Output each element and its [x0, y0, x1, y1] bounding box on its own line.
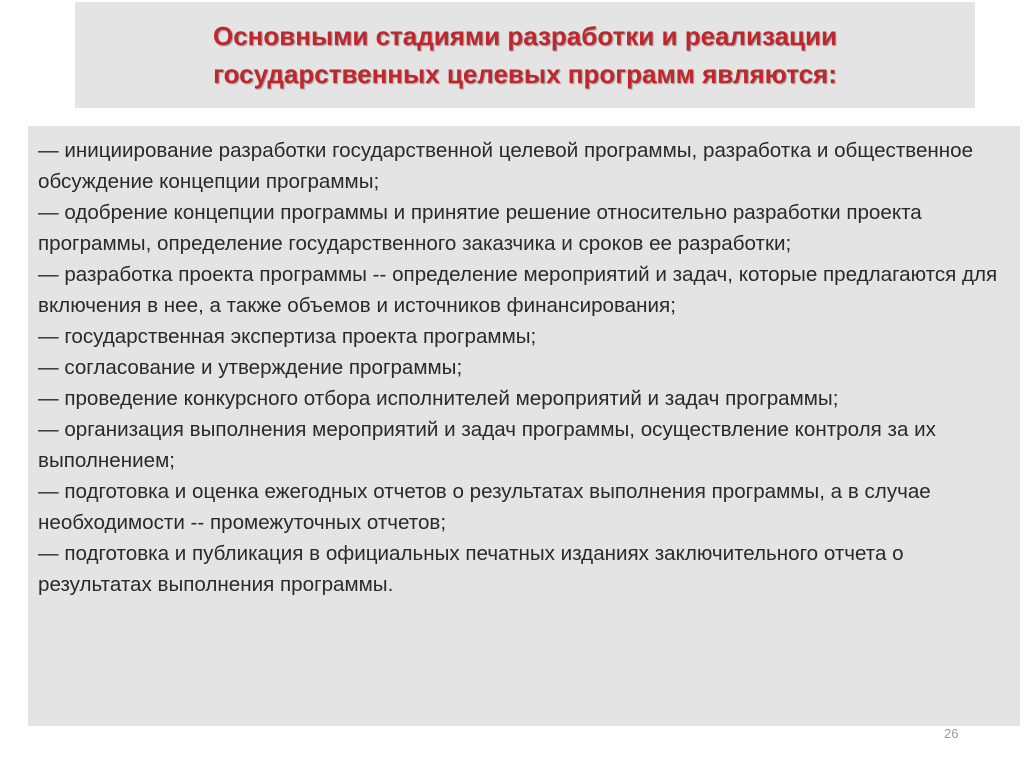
stage-item-contest: — проведение конкурсного отбора исполнителей мероприятий и задач программы; [38, 387, 839, 410]
stage-item-concept-approval: — одобрение концепции программы и принятие решение относительно разработки проекта программы, определение государственного заказчика и сроков ее разработки; [38, 201, 922, 255]
stage-item-final-report: — подготовка и публикация в официальных печатных изданиях заключительного отчета о результатах выполнения программы. [38, 542, 904, 596]
stage-item-implementation: — организация выполнения мероприятий и задач программы, осуществление контроля за их выполнением; [38, 418, 936, 472]
slide-title-line-1: Основными стадиями разработки и реализации [212, 21, 838, 51]
stage-item-initiation: — инициирование разработки государственной целевой программы, разработка и общественное обсуждение концепции программы; [38, 139, 974, 193]
stage-item-state-expertise: — государственная экспертиза проекта программы; [38, 325, 537, 348]
stage-item-annual-reports: — подготовка и оценка ежегодных отчетов о результатах выполнения программы, а в случае необходимости -- промежуточных отчетов; [38, 480, 931, 534]
page-number: 26 [944, 726, 959, 741]
slide-title-box [75, 2, 975, 108]
stages-list [28, 126, 1020, 726]
stage-item-approval: — согласование и утверждение программы; [38, 356, 463, 379]
slide-title-line-2: государственных целевых программ являются: [213, 59, 837, 89]
stage-item-project-development: — разработка проекта программы -- определение мероприятий и задач, которые предлагаются для включения в нее, а также объемов и источников финансирования; [38, 263, 998, 317]
